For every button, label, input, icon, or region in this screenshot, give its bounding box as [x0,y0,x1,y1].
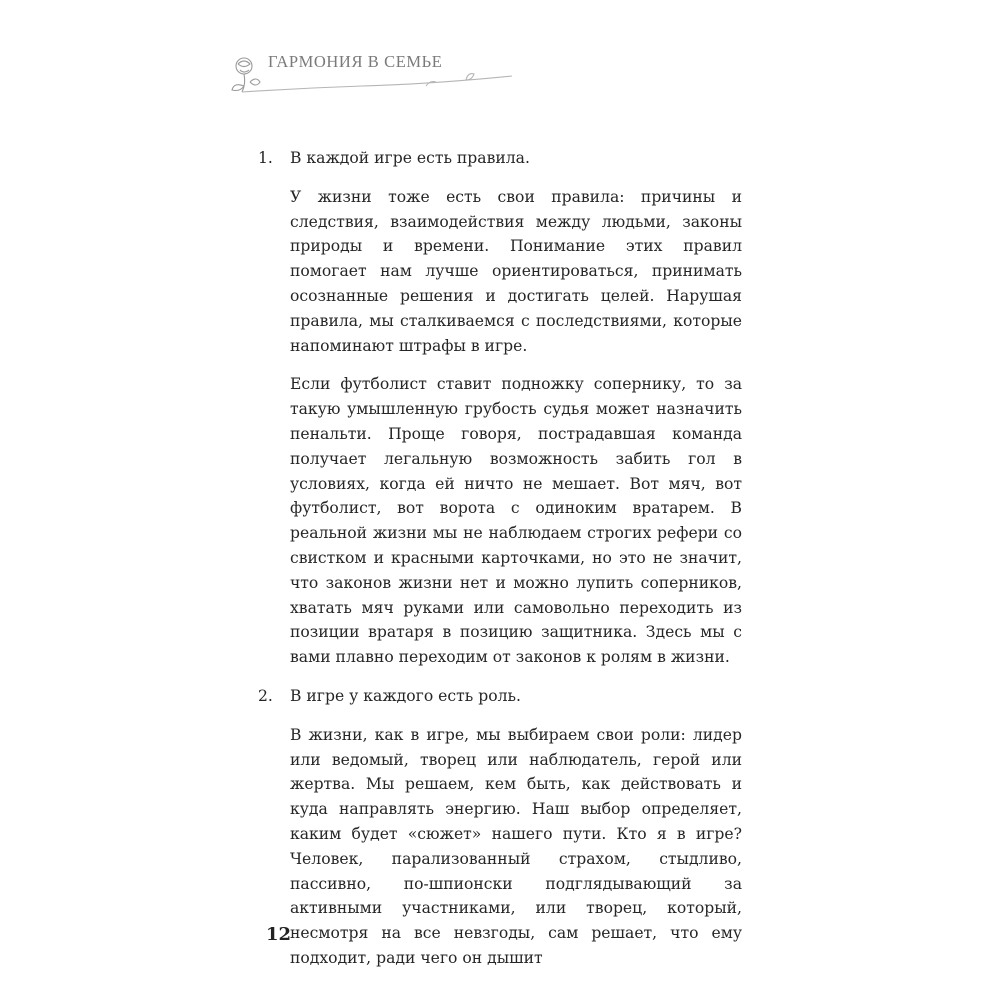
page-content [258,146,742,971]
paragraph: В жизни, как в игре, мы выбираем свои роли: лидер или ведомый, творец или наблюдатель, герой или жертва. Мы решаем, кем быть, как действовать и куда направлять энергию. Наш выбор определяет, каким будет «сюжет» нашего пути. Кто я в игре? Человек, парализованный страхом, стыдливо, пассивно, по-шпионски подглядывающий за активными участниками, или творец, который, несмотря на все невзгоды, сам решает, что ему подходит, ради чего он дышит [290,725,742,967]
paragraph: Если футболист ставит подножку сопернику, то за такую умышленную грубость судья может назначить пенальти. Проще говоря, пострадавшая команда получает легальную возможность забить гол в условиях, когда ей ничто не мешает. Вот мяч, вот футболист, вот ворота с одиноким вратарем. В реальной жизни мы не наблюдаем строгих рефери со свистком и красными карточками, но это не значит, что законов жизни нет и можно лупить соперников, хватать мяч руками или самовольно переходить из позиции вратаря в позицию защитника. Здесь мы с вами плавно переходим от законов к ролям в жизни. [290,375,742,667]
list-item-title: В каждой игре есть правила. [290,149,530,167]
list-item [258,684,742,971]
paragraph: У жизни тоже есть свои правила: причины и следствия, взаимодействия между людьми, законы природы и времени. Понимание этих правил помогает нам лучше ориентироваться, принимать осознанные решения и достигать целей. Нарушая правила, мы сталкиваемся с последствиями, которые напоминают штрафы в игре. [290,187,742,355]
running-header-title: ГАРМОНИЯ В СЕМЬЕ [268,52,443,71]
list-item [258,146,742,670]
list-item-number: 1. [258,149,273,167]
list-item-number: 2. [258,686,273,705]
page-number: 12 [266,924,292,945]
list-item-title: В игре у каждого есть роль. [290,686,521,705]
